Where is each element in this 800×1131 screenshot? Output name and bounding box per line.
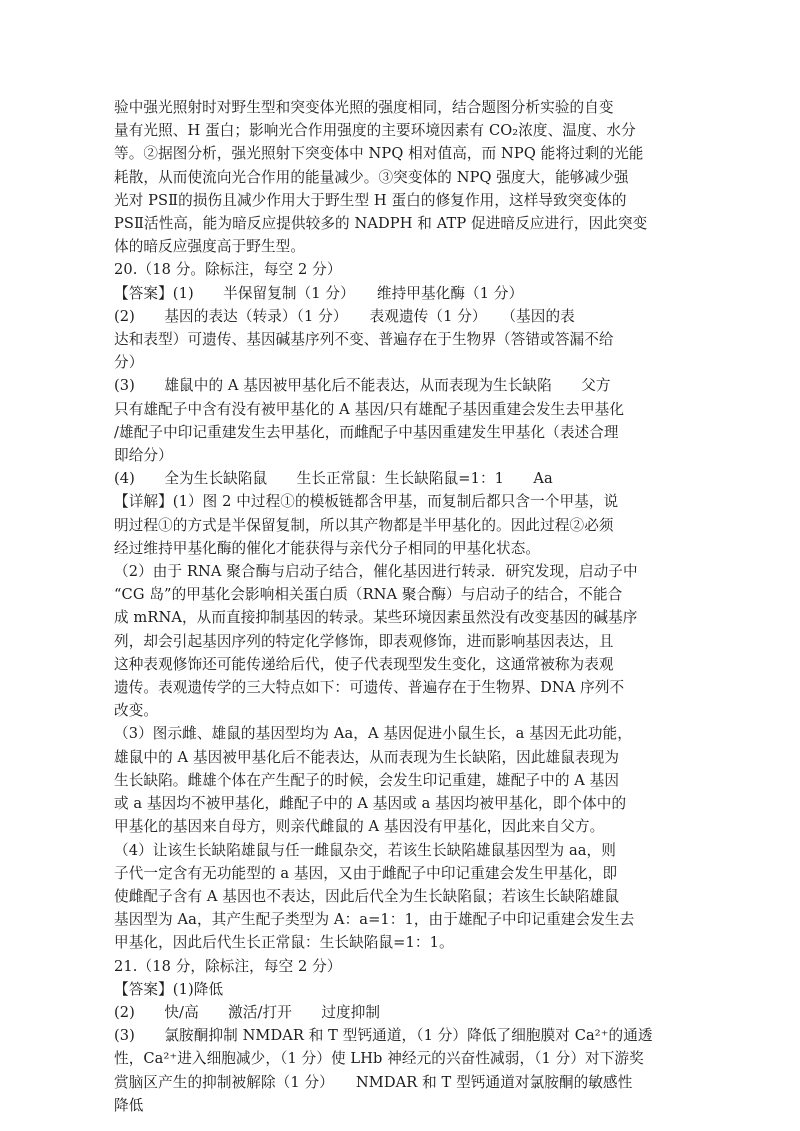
explanation-line: 甲基化，因此后代生长正常鼠：生长缺陷鼠=1：1。 [114,934,454,952]
answer-line: 【答案】(1) 半保留复制（1 分） 维持甲基化酶（1 分） [114,284,524,302]
question-heading: 21.（18 分，除标注，每空 2 分） [114,957,342,975]
explanation-line: 列，却会引起基因序列的特定化学修饰，即表观修饰，进而影响基因表达，且 [114,632,614,650]
answer-line: (4) 全为生长缺陷鼠 生长正常鼠：生长缺陷鼠=1：1 Aa [114,470,553,488]
answer-line: 【答案】(1)降低 [114,980,224,998]
explanation-line: （3）图示雌、雄鼠的基因型均为 Aa，A 基因促进小鼠生长，a 基因无此功能， [114,725,632,743]
explanation-line: 【详解】(1）图 2 中过程①的模板链都含甲基，而复制后都只含一个甲基，说 [114,493,619,511]
answer-line: 只有雄配子中含有没有被甲基化的 A 基因/只有雄配子基因重建会发生去甲基化 [114,400,625,418]
explanation-line: 基因型为 Aa，其产生配子类型为 A：a=1：1，由于雄配子中印记重建会发生去 [114,911,635,929]
text-line: 光对 PSⅡ的损伤且减少作用大于野生型 H 蛋白的修复作用，这样导致突变体的 [114,191,627,209]
answer-line: (2) 基因的表达（转录）（1 分） 表观遗传（1 分） （基因的表 [114,307,575,325]
text-line: 体的暗反应强度高于野生型。 [114,238,306,256]
explanation-line: 改变。 [114,702,159,720]
answer-line: 赏脑区产生的抑制被解除（1 分） NMDAR 和 T 型钙通道对氯胺酮的敏感性 [114,1073,633,1091]
answer-line: 降低 [114,1096,144,1114]
text-line: 验中强光照射时对野生型和突变体光照的强度相同，结合题图分析实验的自变 [114,99,614,116]
explanation-line: 甲基化的基因来自母方，则亲代雌鼠的 A 基因没有甲基化，因此来自父方。 [114,818,605,836]
explanation-line: 遗传。表观遗传学的三大特点如下：可遗传、普遍存在于生物界、DNA 序列不 [114,679,625,697]
explanation-line: 或 a 基因均不被甲基化，雌配子中的 A 基因或 a 基因均被甲基化，即个体中的 [114,795,627,813]
text-line: 量有光照、H 蛋白；影响光合作用强度的主要环境因素有 CO₂浓度、温度、水分 [114,122,636,140]
answer-line: /雄配子中印记重建发生去甲基化，而雌配子中基因重建发生甲基化（表述合理 [114,423,619,441]
answer-line: 达和表型）可遗传、基因碱基序列不变、普遍存在于生物界（答错或答漏不给 [114,331,614,349]
explanation-line: 雄鼠中的 A 基因被甲基化后不能表达，从而表现为生长缺陷，因此雄鼠表现为 [114,748,620,766]
text-line: PSⅡ活性高，能为暗反应提供较多的 NADPH 和 ATP 促进暗反应进行，因此突变 [114,215,648,233]
explanation-line: 成 mRNA，从而直接抑制基因的转录。某些环境因素虽然没有改变基因的碱基序 [114,609,638,627]
explanation-line: 经过维持甲基化酶的催化才能获得与亲代分子相同的甲基化状态。 [114,539,541,557]
answer-line: 分） [114,354,144,372]
question-heading: 20.（18 分。除标注，每空 2 分） [114,261,342,279]
explanation-line: 子代一定含有无功能型的 a 基因，又由于雌配子中印记重建会发生甲基化，即 [114,864,618,882]
text-line: 等。②据图分析，强光照射下突变体中 NPQ 相对值高，而 NPQ 能将过剩的光能 [114,145,644,163]
answer-line: 即给分） [114,447,173,465]
answer-text-body [114,96,694,1117]
answer-line: 性，Ca²⁺进入细胞减少，（1 分）使 LHb 神经元的兴奋性减弱，（1 分）对下游奖 [114,1050,644,1068]
explanation-line: 明过程①的方式是半保留复制，所以其产物都是半甲基化的。因此过程②必须 [114,516,614,534]
answer-line: (3) 雄鼠中的 A 基因被甲基化后不能表达，从而表现为生长缺陷 父方 [114,377,611,395]
explanation-line: （2）由于 RNA 聚合酶与启动子结合，催化基因进行转录．研究发现，启动子中 [114,563,638,581]
answer-line: (2) 快/高 激活/打开 过度抑制 [114,1003,381,1021]
explanation-line: 生长缺陷。雌雄个体在产生配子的时候，会发生印记重建，雄配子中的 A 基因 [114,771,620,789]
explanation-line: “CG 岛”的甲基化会影响相关蛋白质（RNA 聚合酶）与启动子的结合，不能合 [114,586,623,604]
text-line: 耗散，从而使流向光合作用的能量减少。③突变体的 NPQ 强度大，能够减少强 [114,168,629,186]
answer-line: (3) 氯胺酮抑制 NMDAR 和 T 型钙通道，（1 分）降低了细胞膜对 Ca²⁺的通透 [114,1027,653,1045]
explanation-line: （4）让该生长缺陷雄鼠与任一雌鼠杂交，若该生长缺陷雄鼠基因型为 aa，则 [114,841,616,859]
explanation-line: 这种表观修饰还可能传递给后代，使子代表现型发生变化，这通常被称为表观 [114,655,614,673]
explanation-line: 使雌配子含有 A 基因也不表达，因此后代全为生长缺陷鼠；若该生长缺陷雄鼠 [114,887,620,905]
